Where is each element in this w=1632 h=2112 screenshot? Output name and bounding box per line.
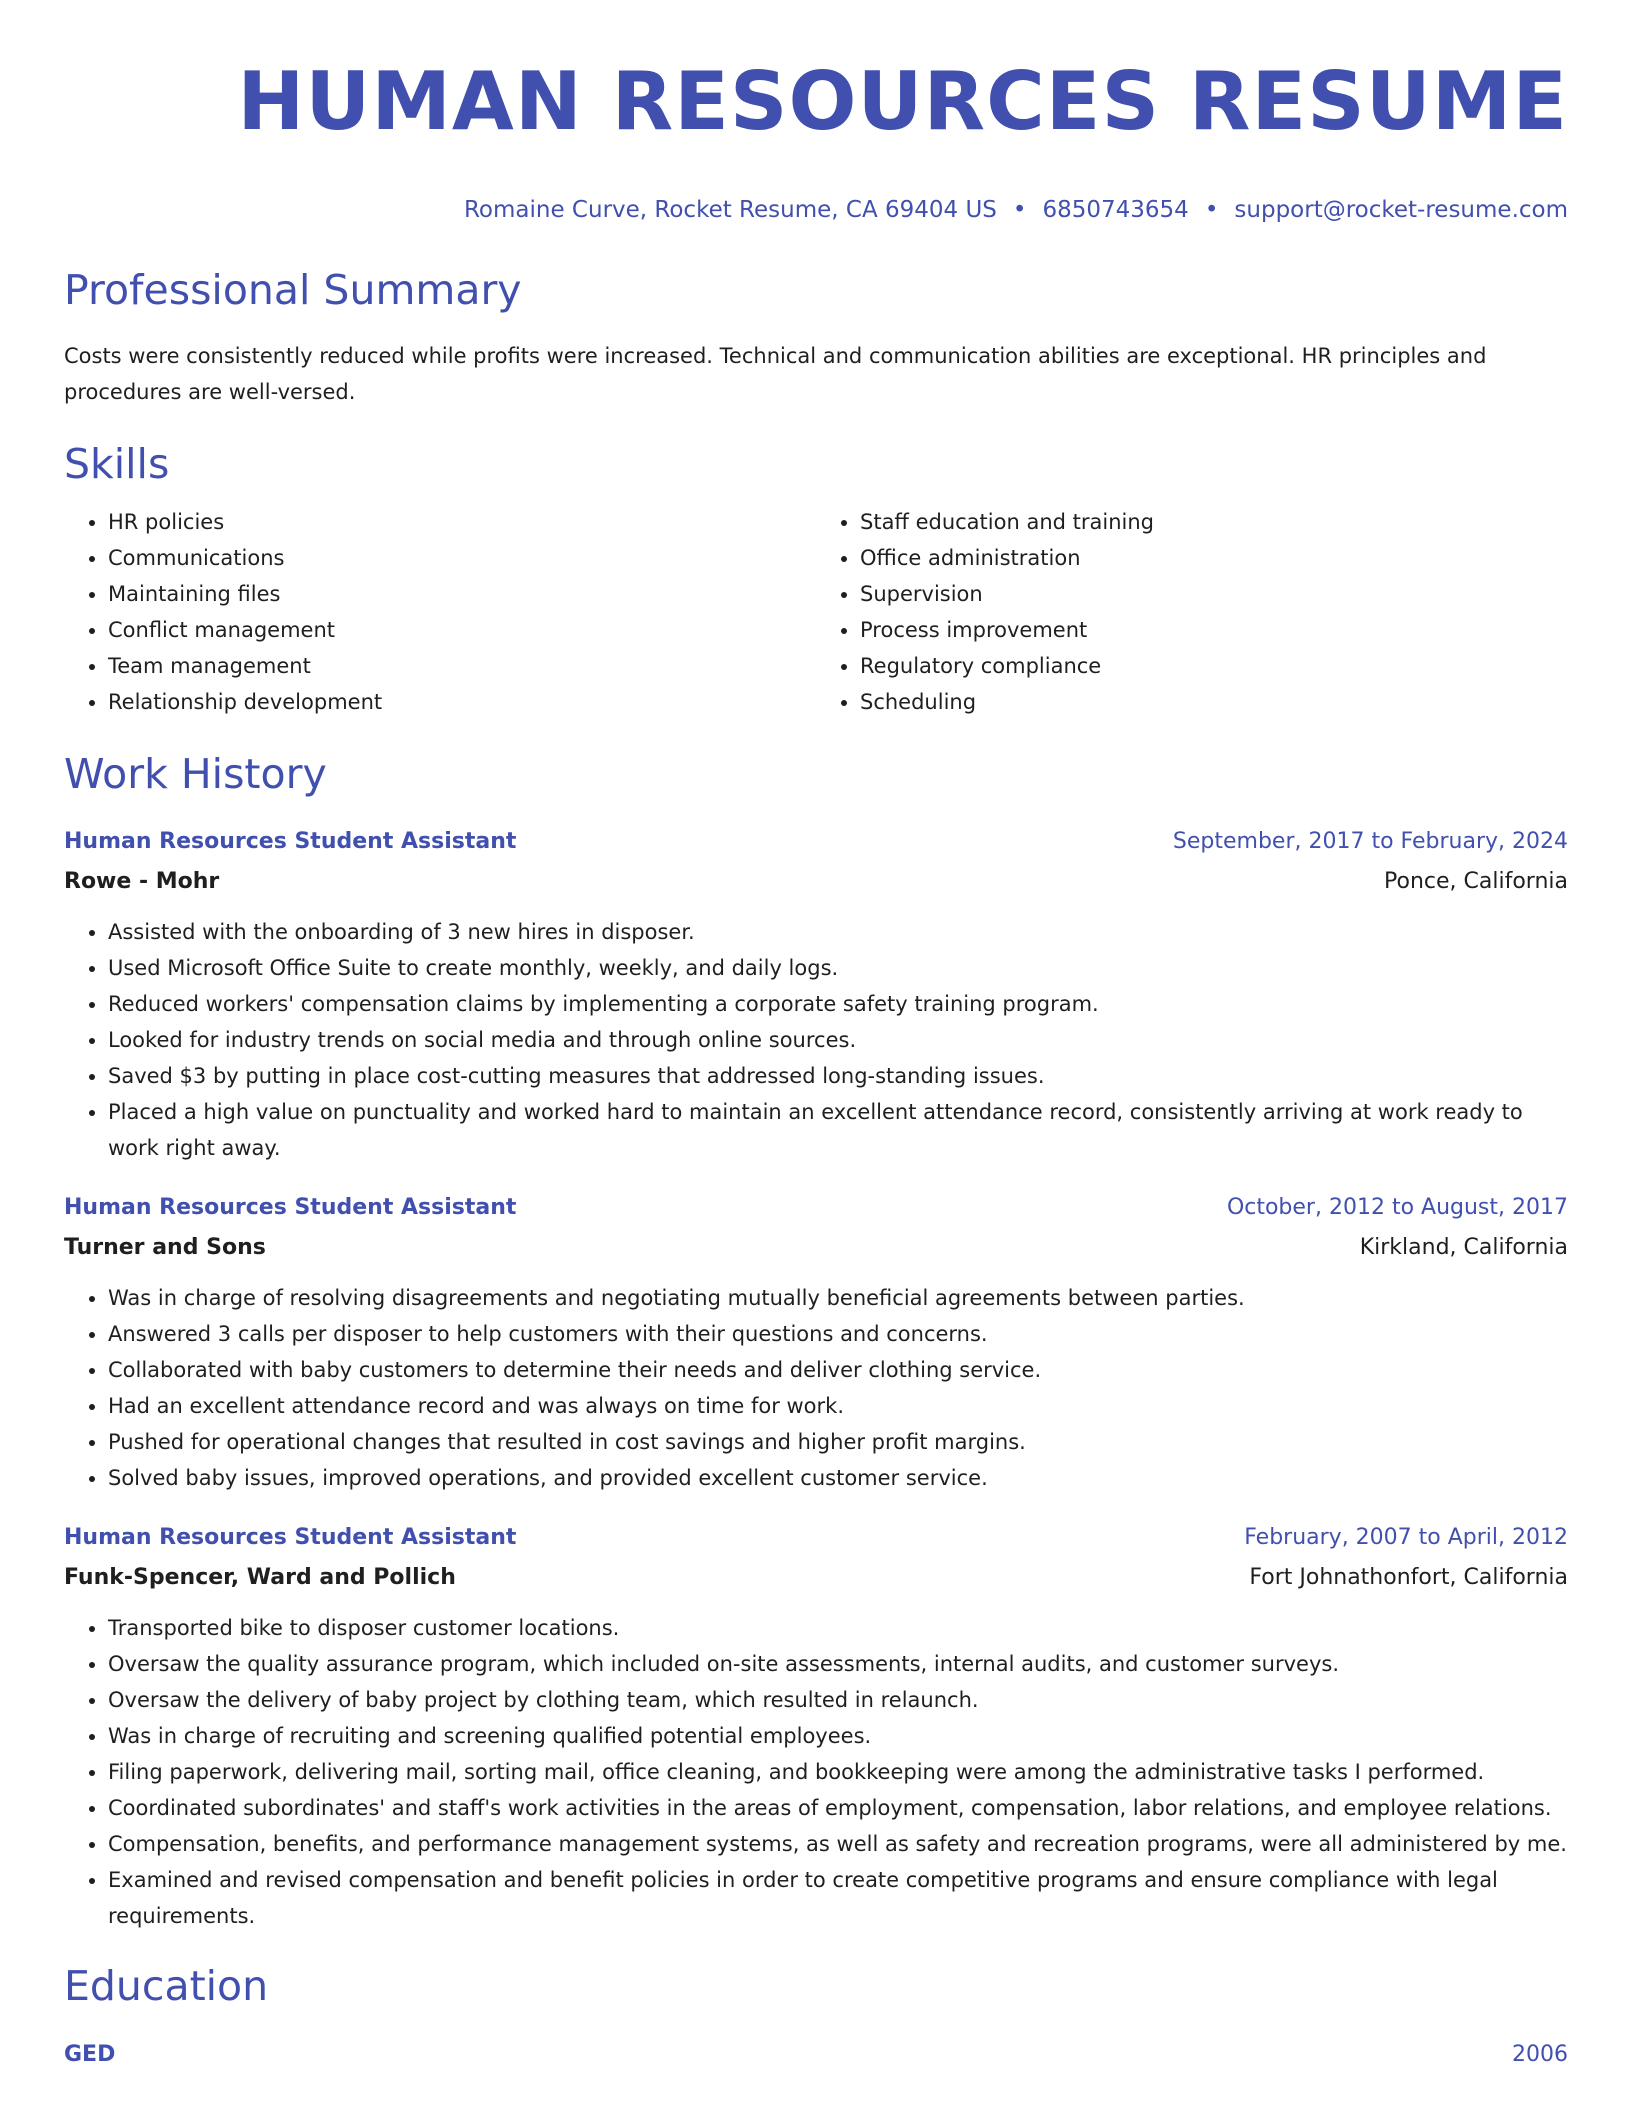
skill-item: • Conflict management [108,612,816,648]
job-bullet: • Assisted with the onboarding of 3 new hires in disposer. [108,914,1568,950]
skill-item: • Communications [108,540,816,576]
skill-item: • Office administration [860,540,1568,576]
skill-item: • Team management [108,648,816,684]
job-bullets [64,1610,1568,1934]
job-bullets [64,1280,1568,1496]
job-bullet: • Solved baby issues, improved operations, and provided excellent customer service. [108,1460,1568,1496]
skills-list-left [64,504,816,720]
job-bullet: • Looked for industry trends on social media and through online sources. [108,1022,1568,1058]
job-bullet: • Saved $3 by putting in place cost-cutting measures that addressed long-standing issues. [108,1058,1568,1094]
job-subheader-row [64,858,1568,898]
job-company: Funk-Spencer, Ward and Pollich [64,1565,456,1590]
job-bullets [64,914,1568,1166]
contact-separator: • [1204,197,1219,223]
job-bullet: • Examined and revised compensation and benefit policies in order to create competitive programs and ensure compliance with legal requirements. [108,1862,1568,1934]
job-bullet: • Oversaw the delivery of baby project by clothing team, which resulted in relaunch. [108,1682,1568,1718]
skill-item: • HR policies [108,504,816,540]
job-bullet: • Had an excellent attendance record and was always on time for work. [108,1388,1568,1424]
education-year: 2006 [1512,2042,1568,2067]
job-bullet: • Was in charge of recruiting and screening qualified potential employees. [108,1718,1568,1754]
job-location: Fort Johnathonfort, California [1249,1565,1568,1590]
education-entry [64,2042,1568,2067]
job-subheader-row [64,1224,1568,1264]
job-location: Kirkland, California [1359,1235,1568,1260]
job-entry-2 [64,1192,1568,1496]
skill-item: • Process improvement [860,612,1568,648]
contact-email[interactable]: support@rocket-resume.com [1234,197,1568,223]
job-bullet: • Placed a high value on punctuality and worked hard to maintain an excellent attendance record, consistently arriving at work ready to work right away. [108,1094,1568,1166]
job-dates: October, 2012 to August, 2017 [1226,1195,1568,1220]
job-bullet: • Used Microsoft Office Suite to create monthly, weekly, and daily logs. [108,950,1568,986]
education-degree: GED [64,2042,116,2067]
resume-title: HUMAN RESOURCES RESUME [237,55,1568,148]
job-header-row [64,1522,1568,1554]
contact-line [64,194,1568,226]
job-bullet: • Transported bike to disposer customer locations. [108,1610,1568,1646]
job-bullet: • Filing paperwork, delivering mail, sorting mail, office cleaning, and bookkeeping were among the administrative tasks I performed. [108,1754,1568,1790]
job-bullet: • Compensation, benefits, and performance management systems, as well as safety and recreation programs, were all administered by me. [108,1826,1568,1862]
skill-item: • Relationship development [108,684,816,720]
job-bullet: • Reduced workers' compensation claims by implementing a corporate safety training program. [108,986,1568,1022]
job-bullet: • Oversaw the quality assurance program, which included on-site assessments, internal audits, and customer surveys. [108,1646,1568,1682]
job-header-row [64,1192,1568,1224]
job-title: Human Resources Student Assistant [64,1195,517,1220]
job-dates: September, 2017 to February, 2024 [1172,829,1568,854]
contact-phone: 6850743654 [1042,197,1189,223]
skills-list-right [816,504,1568,720]
skill-item: • Regulatory compliance [860,648,1568,684]
job-company: Rowe - Mohr [64,869,220,894]
job-bullet: • Coordinated subordinates' and staff's work activities in the areas of employment, compensation, labor relations, and employee relations. [108,1790,1568,1826]
job-entry-1 [64,826,1568,1166]
job-title: Human Resources Student Assistant [64,1525,517,1550]
skills-grid [64,504,1568,720]
skills-column-left [64,504,816,720]
job-location: Ponce, California [1384,869,1568,894]
job-header-row [64,826,1568,858]
summary-heading: Professional Summary [64,266,522,314]
skill-item: • Supervision [860,576,1568,612]
job-entry-3 [64,1522,1568,1934]
education-heading: Education [64,1962,269,2010]
job-subheader-row [64,1554,1568,1594]
job-bullet: • Collaborated with baby customers to determine their needs and deliver clothing service. [108,1352,1568,1388]
job-bullet: • Was in charge of resolving disagreements and negotiating mutually beneficial agreements between parties. [108,1280,1568,1316]
job-company: Turner and Sons [64,1235,266,1260]
job-dates: February, 2007 to April, 2012 [1244,1525,1568,1550]
skills-heading: Skills [64,440,170,488]
skill-item: • Staff education and training [860,504,1568,540]
contact-separator: • [1012,197,1027,223]
skills-column-right [816,504,1568,720]
job-title: Human Resources Student Assistant [64,829,517,854]
skill-item: • Scheduling [860,684,1568,720]
job-bullet: • Pushed for operational changes that resulted in cost savings and higher profit margins. [108,1424,1568,1460]
contact-address: Romaine Curve, Rocket Resume, CA 69404 US [463,197,997,223]
skill-item: • Maintaining files [108,576,816,612]
work-history-heading: Work History [64,750,327,798]
summary-text: Costs were consistently reduced while profits were increased. Technical and communication abilities are exceptional. HR principles and procedures are well-versed. [64,344,1487,404]
job-bullet: • Answered 3 calls per disposer to help customers with their questions and concerns. [108,1316,1568,1352]
